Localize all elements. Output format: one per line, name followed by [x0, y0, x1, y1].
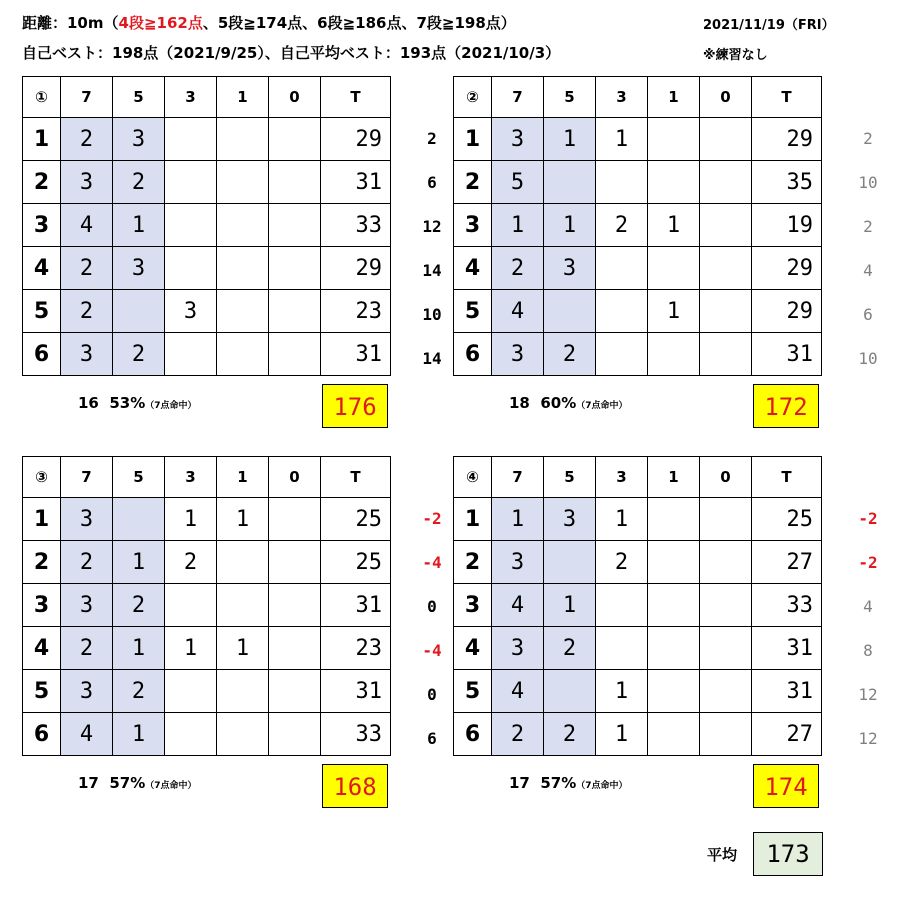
dan4-threshold: 4段≧162点 [118, 14, 203, 32]
diff-left: 12 [422, 217, 442, 236]
end-total: 31 [752, 627, 822, 670]
hit-count-cell: 1 [113, 204, 165, 247]
column-header: 5 [544, 457, 596, 498]
hit-count-cell [648, 541, 700, 584]
hit-count-cell [217, 247, 269, 290]
hit-count-cell [700, 584, 752, 627]
end-number: 1 [23, 118, 61, 161]
hit-count-cell: 1 [596, 118, 648, 161]
table-row [454, 161, 822, 204]
sheet-total: 174 [753, 764, 819, 808]
end-total: 19 [752, 204, 822, 247]
rate-note: （7点命中） [145, 401, 197, 411]
seven-rate: 57% [540, 774, 577, 792]
hit-count-cell: 3 [544, 247, 596, 290]
average-value: 173 [753, 832, 823, 876]
hit-count-cell [700, 247, 752, 290]
hit-count-cell: 3 [492, 118, 544, 161]
end-number: 6 [454, 713, 492, 756]
hit-count-cell [648, 118, 700, 161]
table-row [454, 627, 822, 670]
end-total: 33 [752, 584, 822, 627]
seven-count: 16 [78, 394, 99, 412]
diff-left: -2 [422, 509, 442, 528]
hit-count-cell: 2 [596, 541, 648, 584]
hit-count-cell [596, 627, 648, 670]
seven-count: 17 [509, 774, 530, 792]
table-row [23, 670, 391, 713]
score-table-2 [453, 76, 822, 376]
end-total: 27 [752, 713, 822, 756]
hit-count-cell [596, 247, 648, 290]
diff-left: -4 [422, 553, 442, 572]
hit-count-cell [700, 118, 752, 161]
hit-count-cell: 2 [492, 247, 544, 290]
end-total: 29 [752, 290, 822, 333]
column-header: 3 [165, 457, 217, 498]
hit-count-cell: 3 [61, 584, 113, 627]
hit-count-cell [269, 584, 321, 627]
hit-count-cell [544, 670, 596, 713]
hit-count-cell [596, 161, 648, 204]
hit-count-cell [269, 290, 321, 333]
score-table-4 [453, 456, 822, 756]
column-header: 7 [61, 457, 113, 498]
end-total: 27 [752, 541, 822, 584]
end-number: 2 [454, 161, 492, 204]
hit-count-cell: 2 [544, 627, 596, 670]
end-number: 3 [454, 584, 492, 627]
column-header: 5 [544, 77, 596, 118]
hit-count-cell [700, 541, 752, 584]
hit-count-cell: 5 [492, 161, 544, 204]
hit-count-cell [648, 498, 700, 541]
hit-count-cell [217, 290, 269, 333]
hit-count-cell [700, 713, 752, 756]
hit-count-cell: 3 [113, 118, 165, 161]
table-row [23, 498, 391, 541]
hit-count-cell: 1 [113, 627, 165, 670]
sheet-label: ② [454, 77, 492, 118]
table-row [23, 290, 391, 333]
table-row [23, 247, 391, 290]
hit-count-cell [269, 161, 321, 204]
hit-count-cell [165, 161, 217, 204]
column-header: T [752, 457, 822, 498]
end-number: 5 [454, 290, 492, 333]
diff-left: 2 [427, 129, 437, 148]
hit-count-cell [269, 713, 321, 756]
hit-count-cell [596, 584, 648, 627]
hit-count-cell: 1 [544, 118, 596, 161]
end-number: 4 [23, 627, 61, 670]
hit-count-cell: 3 [113, 247, 165, 290]
end-number: 1 [454, 498, 492, 541]
hit-count-cell [700, 161, 752, 204]
hit-count-cell [700, 670, 752, 713]
sheet-total: 172 [753, 384, 819, 428]
end-number: 2 [454, 541, 492, 584]
sheet-label: ③ [23, 457, 61, 498]
column-header: 3 [596, 77, 648, 118]
dan-thresholds: 、5段≧174点、6段≧186点、7段≧198点） [202, 14, 516, 32]
practice-note: ※練習なし [703, 48, 768, 63]
end-total: 31 [752, 670, 822, 713]
end-number: 4 [23, 247, 61, 290]
end-total: 31 [321, 584, 391, 627]
hit-count-cell: 3 [544, 498, 596, 541]
average-label: 平均 [707, 846, 738, 864]
diff-right: -2 [858, 509, 878, 528]
hit-count-cell [165, 670, 217, 713]
hit-count-cell [165, 118, 217, 161]
hit-count-cell [648, 713, 700, 756]
hit-count-cell: 3 [61, 333, 113, 376]
diff-right: 6 [863, 305, 873, 324]
hit-count-cell: 1 [596, 670, 648, 713]
hit-count-cell [269, 541, 321, 584]
hit-count-cell: 3 [61, 670, 113, 713]
hit-count-cell: 2 [544, 333, 596, 376]
hit-summary [509, 774, 628, 792]
hit-count-cell: 2 [165, 541, 217, 584]
column-header: 1 [217, 457, 269, 498]
diff-right: 12 [858, 685, 878, 704]
table-row [454, 290, 822, 333]
table-row [23, 204, 391, 247]
end-number: 6 [23, 713, 61, 756]
hit-count-cell [165, 247, 217, 290]
hit-count-cell: 1 [217, 627, 269, 670]
hit-count-cell: 3 [492, 627, 544, 670]
hit-count-cell: 3 [61, 498, 113, 541]
sheet-total: 168 [322, 764, 388, 808]
column-header: 0 [700, 77, 752, 118]
hit-count-cell: 1 [596, 713, 648, 756]
end-total: 25 [321, 541, 391, 584]
diff-right: 10 [858, 173, 878, 192]
hit-count-cell [700, 204, 752, 247]
column-header: 1 [217, 77, 269, 118]
hit-count-cell [217, 541, 269, 584]
hit-count-cell [700, 333, 752, 376]
diff-right: -2 [858, 553, 878, 572]
hit-count-cell: 1 [165, 627, 217, 670]
table-row [454, 584, 822, 627]
table-row [23, 713, 391, 756]
column-header: 7 [492, 457, 544, 498]
column-header: 1 [648, 77, 700, 118]
end-number: 2 [23, 541, 61, 584]
hit-count-cell [648, 584, 700, 627]
hit-count-cell: 1 [492, 498, 544, 541]
table-row [23, 333, 391, 376]
diff-right: 12 [858, 729, 878, 748]
end-number: 6 [23, 333, 61, 376]
table-row [23, 161, 391, 204]
table-row [454, 118, 822, 161]
column-header: 3 [165, 77, 217, 118]
seven-rate: 60% [540, 394, 577, 412]
hit-count-cell [269, 118, 321, 161]
hit-count-cell: 2 [113, 161, 165, 204]
end-total: 33 [321, 713, 391, 756]
hit-count-cell [648, 627, 700, 670]
seven-rate: 53% [109, 394, 146, 412]
hit-count-cell [217, 713, 269, 756]
table-row [454, 541, 822, 584]
sheet-total: 176 [322, 384, 388, 428]
end-number: 4 [454, 627, 492, 670]
hit-count-cell: 4 [492, 670, 544, 713]
column-header: 5 [113, 77, 165, 118]
end-number: 2 [23, 161, 61, 204]
end-number: 4 [454, 247, 492, 290]
end-number: 5 [23, 670, 61, 713]
seven-count: 18 [509, 394, 530, 412]
diff-right: 8 [863, 641, 873, 660]
sheet-label: ① [23, 77, 61, 118]
hit-count-cell: 1 [113, 713, 165, 756]
seven-count: 17 [78, 774, 99, 792]
end-total: 29 [752, 247, 822, 290]
diff-left: 10 [422, 305, 442, 324]
end-total: 25 [321, 498, 391, 541]
column-header: 0 [269, 457, 321, 498]
score-table-3 [22, 456, 391, 756]
hit-count-cell: 2 [61, 247, 113, 290]
hit-count-cell: 2 [61, 118, 113, 161]
end-number: 3 [23, 204, 61, 247]
hit-count-cell: 4 [492, 290, 544, 333]
hit-count-cell: 1 [648, 204, 700, 247]
hit-summary [78, 394, 197, 412]
end-total: 35 [752, 161, 822, 204]
hit-count-cell [165, 584, 217, 627]
hit-count-cell: 1 [165, 498, 217, 541]
hit-count-cell [648, 247, 700, 290]
end-total: 23 [321, 290, 391, 333]
diff-right: 4 [863, 597, 873, 616]
table-row [454, 498, 822, 541]
end-number: 5 [23, 290, 61, 333]
hit-count-cell [217, 204, 269, 247]
distance-label: 距離：10m（ [22, 14, 119, 32]
personal-best: 自己ベスト：198点（2021/9/25）、自己平均ベスト：193点（2021/10/3） [22, 44, 561, 62]
end-total: 31 [321, 670, 391, 713]
session-date: 2021/11/19（FRI） [703, 18, 835, 33]
column-header: T [752, 77, 822, 118]
hit-count-cell [269, 670, 321, 713]
column-header: 0 [269, 77, 321, 118]
distance-criteria [22, 12, 516, 33]
rate-note: （7点命中） [576, 401, 628, 411]
hit-count-cell [217, 670, 269, 713]
hit-count-cell [165, 204, 217, 247]
diff-right: 2 [863, 129, 873, 148]
diff-left: 14 [422, 261, 442, 280]
hit-count-cell [596, 333, 648, 376]
hit-count-cell: 4 [61, 713, 113, 756]
end-total: 23 [321, 627, 391, 670]
hit-count-cell [648, 670, 700, 713]
hit-count-cell [165, 333, 217, 376]
hit-count-cell: 3 [61, 161, 113, 204]
rate-note: （7点命中） [145, 781, 197, 791]
hit-count-cell [700, 290, 752, 333]
hit-count-cell [700, 627, 752, 670]
end-total: 29 [321, 247, 391, 290]
diff-left: 14 [422, 349, 442, 368]
seven-rate: 57% [109, 774, 146, 792]
table-row [23, 118, 391, 161]
diff-left: 6 [427, 729, 437, 748]
end-total: 33 [321, 204, 391, 247]
hit-count-cell: 1 [544, 204, 596, 247]
hit-count-cell: 4 [61, 204, 113, 247]
hit-count-cell [217, 333, 269, 376]
hit-count-cell: 2 [113, 670, 165, 713]
rate-note: （7点命中） [576, 781, 628, 791]
hit-count-cell: 2 [61, 290, 113, 333]
hit-count-cell [544, 161, 596, 204]
hit-count-cell: 1 [492, 204, 544, 247]
hit-count-cell [544, 290, 596, 333]
hit-count-cell [217, 584, 269, 627]
end-total: 31 [752, 333, 822, 376]
hit-count-cell [165, 713, 217, 756]
hit-count-cell: 1 [544, 584, 596, 627]
end-number: 3 [454, 204, 492, 247]
end-number: 1 [23, 498, 61, 541]
hit-count-cell [269, 498, 321, 541]
diff-left: 6 [427, 173, 437, 192]
column-header: 3 [596, 457, 648, 498]
end-total: 29 [752, 118, 822, 161]
hit-count-cell [269, 204, 321, 247]
diff-left: -4 [422, 641, 442, 660]
table-row [454, 713, 822, 756]
hit-count-cell: 1 [217, 498, 269, 541]
hit-count-cell [648, 161, 700, 204]
column-header: T [321, 457, 391, 498]
hit-count-cell: 3 [492, 333, 544, 376]
table-row [23, 584, 391, 627]
hit-count-cell [113, 498, 165, 541]
hit-count-cell: 2 [113, 584, 165, 627]
table-row [454, 247, 822, 290]
table-row [23, 627, 391, 670]
hit-count-cell [269, 247, 321, 290]
hit-count-cell [113, 290, 165, 333]
column-header: 0 [700, 457, 752, 498]
hit-count-cell: 2 [113, 333, 165, 376]
table-row [454, 204, 822, 247]
hit-count-cell: 2 [544, 713, 596, 756]
hit-count-cell: 2 [596, 204, 648, 247]
end-number: 3 [23, 584, 61, 627]
hit-summary [78, 774, 197, 792]
end-total: 25 [752, 498, 822, 541]
column-header: 5 [113, 457, 165, 498]
table-row [454, 670, 822, 713]
hit-summary [509, 394, 628, 412]
hit-count-cell [269, 333, 321, 376]
diff-left: 0 [427, 597, 437, 616]
end-number: 5 [454, 670, 492, 713]
table-row [454, 333, 822, 376]
column-header: 1 [648, 457, 700, 498]
hit-count-cell [648, 333, 700, 376]
hit-count-cell [217, 161, 269, 204]
score-table-1 [22, 76, 391, 376]
hit-count-cell: 1 [596, 498, 648, 541]
hit-count-cell: 3 [165, 290, 217, 333]
diff-right: 4 [863, 261, 873, 280]
hit-count-cell: 2 [61, 627, 113, 670]
hit-count-cell: 1 [113, 541, 165, 584]
hit-count-cell [217, 118, 269, 161]
diff-left: 0 [427, 685, 437, 704]
hit-count-cell [544, 541, 596, 584]
hit-count-cell [269, 627, 321, 670]
hit-count-cell: 4 [492, 584, 544, 627]
hit-count-cell: 1 [648, 290, 700, 333]
table-row [23, 541, 391, 584]
diff-right: 2 [863, 217, 873, 236]
end-total: 31 [321, 333, 391, 376]
hit-count-cell: 2 [61, 541, 113, 584]
column-header: 7 [492, 77, 544, 118]
end-total: 29 [321, 118, 391, 161]
end-number: 6 [454, 333, 492, 376]
column-header: T [321, 77, 391, 118]
hit-count-cell: 2 [492, 713, 544, 756]
hit-count-cell [700, 498, 752, 541]
hit-count-cell: 3 [492, 541, 544, 584]
end-total: 31 [321, 161, 391, 204]
end-number: 1 [454, 118, 492, 161]
column-header: 7 [61, 77, 113, 118]
hit-count-cell [596, 290, 648, 333]
sheet-label: ④ [454, 457, 492, 498]
diff-right: 10 [858, 349, 878, 368]
